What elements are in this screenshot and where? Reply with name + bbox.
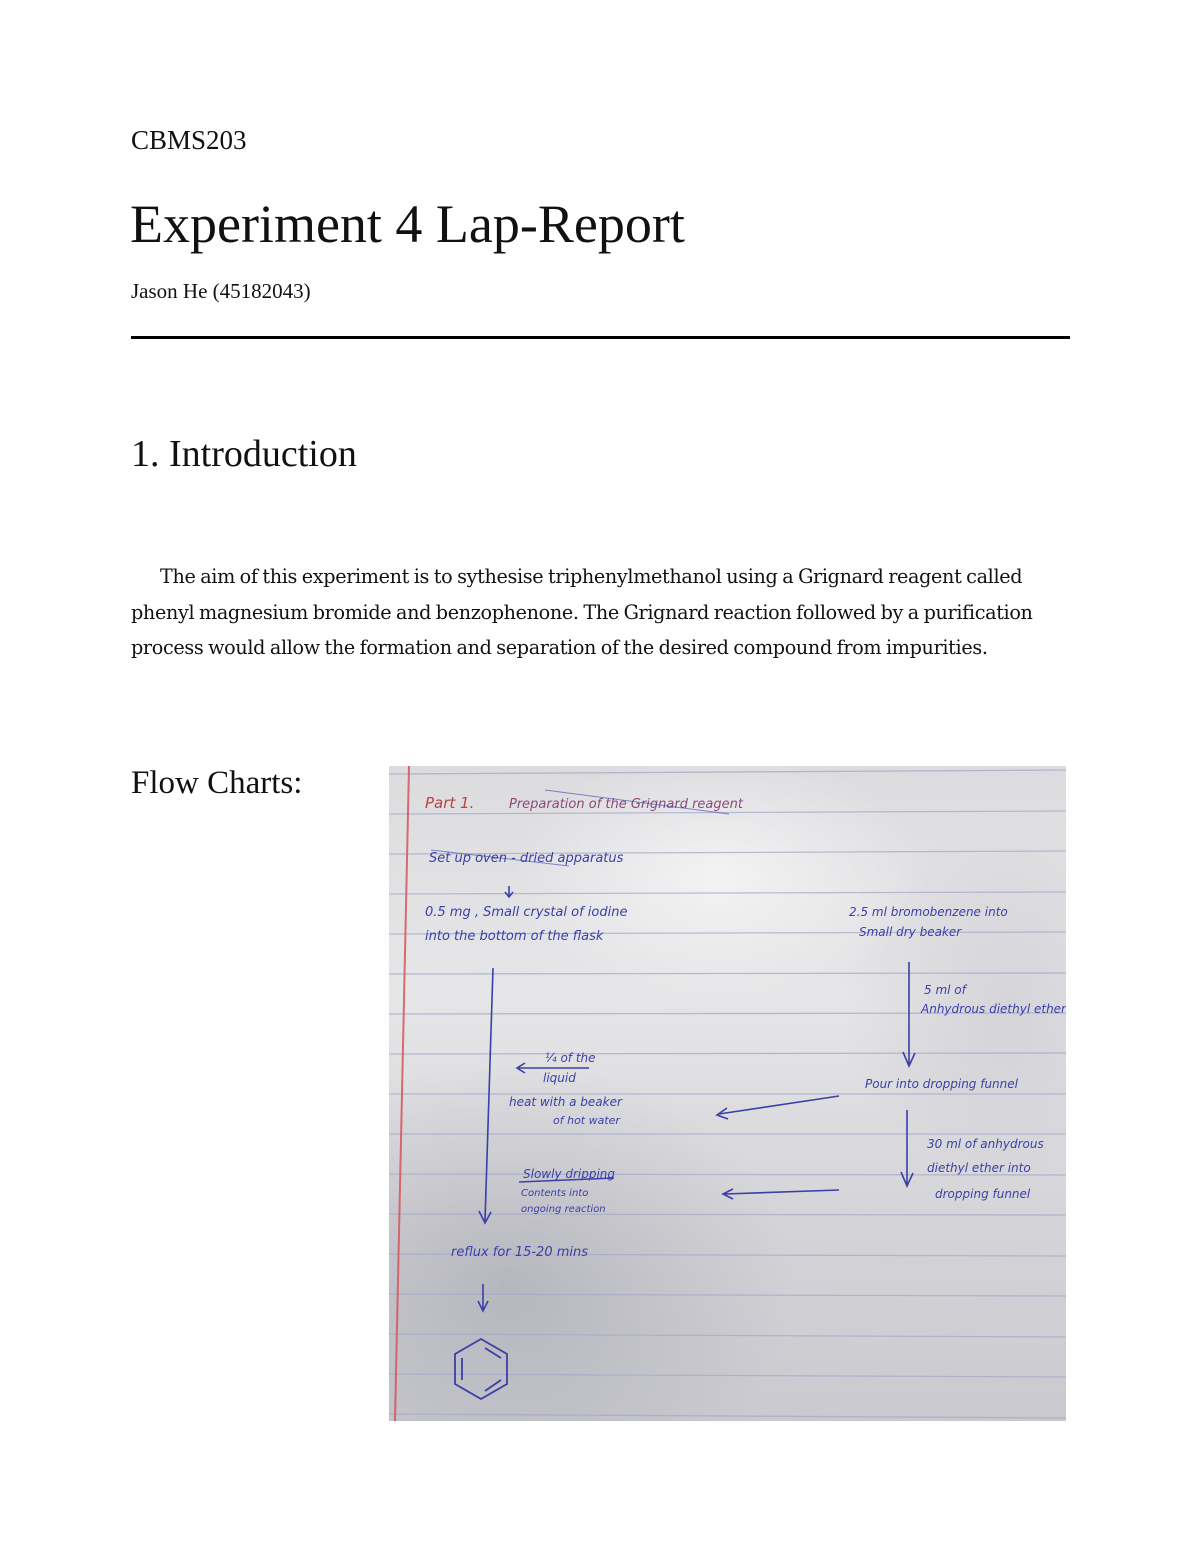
mid-quarter-line2: liquid (543, 1071, 576, 1085)
right-ether-line1: 5 ml of (924, 983, 966, 997)
right-anhydrous-line1: 30 ml of anhydrous (927, 1137, 1044, 1151)
step-iodine-line2: into the bottom of the flask (425, 929, 604, 944)
part-title: Part 1. (425, 794, 475, 812)
right-ether-line2: Anhydrous diethyl ether (921, 1002, 1066, 1016)
author-name: Jason He (45182043) (131, 279, 311, 303)
title-divider (131, 336, 1070, 339)
mid-quarter-line1: ¼ of the (545, 1051, 596, 1065)
mid-heat-line1: heat with a beaker (509, 1095, 622, 1109)
right-bromobenzene-line1: 2.5 ml bromobenzene into (849, 905, 1008, 919)
mid-slowly-line2: Contents into (521, 1188, 589, 1199)
flow-arrows (431, 790, 915, 1311)
part-subtitle: Preparation of the Grignard reagent (509, 797, 743, 812)
step-reflux: reflux for 15-20 mins (451, 1245, 589, 1260)
mid-heat-line2: of hot water (553, 1114, 620, 1127)
mid-slowly-line3: ongoing reaction (521, 1204, 606, 1215)
handwritten-flow-chart (389, 766, 1066, 1421)
right-anhydrous-line2: diethyl ether into (927, 1161, 1031, 1175)
flow-chart-photo (389, 766, 1066, 1421)
introduction-paragraph: The aim of this experiment is to sythesise triphenylmethanol using a Grignard reagent called phenyl magnesium bromide and benzophenone. The Grignard reaction followed by a purification process would allow the formation and separation of the desired compound from impurities. (131, 565, 1033, 659)
benzene-ring-icon (455, 1339, 507, 1399)
flow-charts-label: Flow Charts: (131, 765, 303, 801)
right-anhydrous-line3: dropping funnel (935, 1187, 1031, 1201)
course-code: CBMS203 (131, 125, 247, 155)
step-setup: Set up oven - dried apparatus (429, 851, 624, 866)
right-pour: Pour into dropping funnel (865, 1077, 1018, 1091)
step-iodine-line1: 0.5 mg , Small crystal of iodine (425, 905, 628, 920)
right-bromobenzene-line2: Small dry beaker (859, 925, 962, 939)
introduction-heading: 1. Introduction (131, 433, 357, 475)
report-title: Experiment 4 Lap-Report (130, 194, 685, 254)
mid-slowly-line1: Slowly dripping (523, 1167, 616, 1181)
